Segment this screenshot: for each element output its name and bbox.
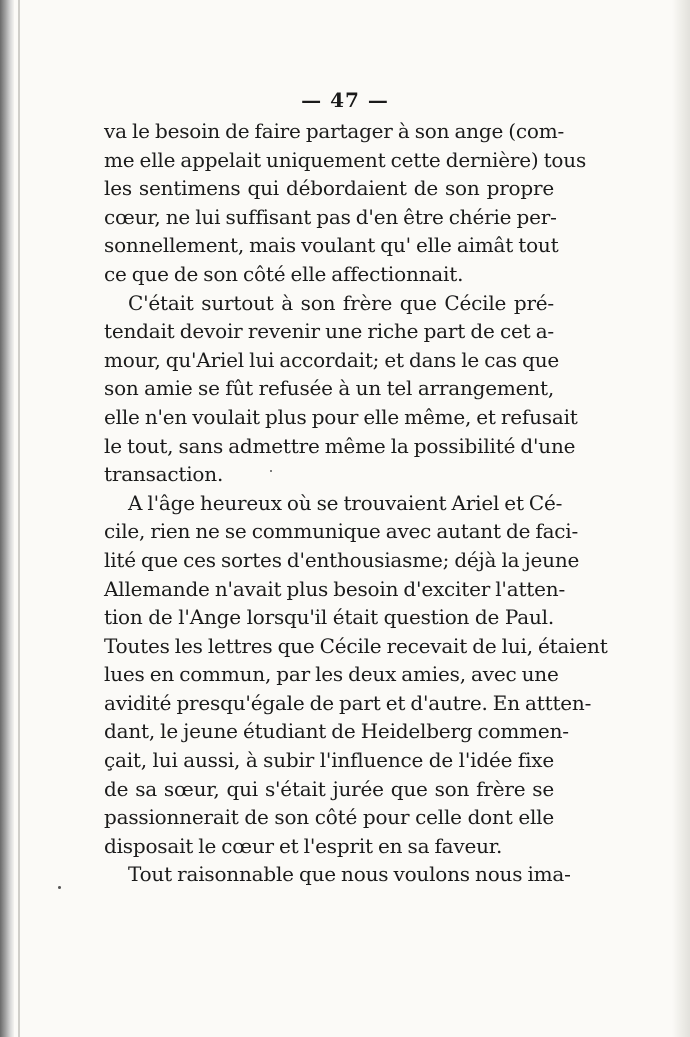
text-line: le tout, sans admettre même la possibilité d'une xyxy=(104,433,576,458)
text-line: lité que ces sortes d'enthousiasme; déjà la jeune xyxy=(104,547,580,572)
text-line: çait, lui aussi, à subir l'influence de l'idée fixe xyxy=(104,748,554,773)
page-edge xyxy=(672,0,690,1037)
text-line: dant, le jeune étudiant de Heidelberg commen- xyxy=(104,719,569,744)
body-text xyxy=(104,117,608,889)
text-line: cœur, ne lui suffisant pas d'en être chérie per- xyxy=(104,204,557,229)
text-line: de sa sœur, qui s'était jurée que son frère se xyxy=(104,776,554,801)
page-number: — 47 — xyxy=(301,88,389,112)
text-line: sonnellement, mais voulant qu' elle aimât tout xyxy=(104,233,559,258)
text-line: avidité presqu'égale de part et d'autre. En attten- xyxy=(104,690,592,715)
text-line: elle n'en voulait plus pour elle même, et refusait xyxy=(104,404,578,429)
text-line: ce que de son côté elle affectionnait. xyxy=(104,261,464,286)
text-line: tendait devoir revenir une riche part de cet a- xyxy=(104,319,554,344)
text-line: Toutes les lettres que Cécile recevait de lui, étaient xyxy=(104,633,608,658)
book-spine-shadow xyxy=(0,0,14,1037)
text-line: les sentimens qui débordaient de son propre xyxy=(104,176,554,201)
text-line: va le besoin de faire partager à son ange (com- xyxy=(104,119,565,143)
text-line: me elle appelait uniquement cette dernière) tous xyxy=(104,147,587,172)
gutter-line xyxy=(18,0,20,1037)
ink-speck xyxy=(58,886,61,889)
text-line: A l'âge heureux où se trouvaient Ariel et Cé- xyxy=(128,490,563,515)
text-line: son amie se fût refusée à un tel arrangement, xyxy=(104,376,554,401)
text-line: Tout raisonnable que nous voulons nous ima- xyxy=(128,862,571,887)
text-line: disposait le cœur et l'esprit en sa faveur. xyxy=(104,833,503,858)
text-line: C'était surtout à son frère que Cécile pré- xyxy=(128,290,554,315)
text-line: passionnerait de son côté pour celle dont elle xyxy=(104,805,554,830)
text-line: transaction. xyxy=(104,462,224,487)
ink-speck xyxy=(270,470,272,472)
text-line: tion de l'Ange lorsqu'il était question de Paul. xyxy=(104,605,554,630)
text-line: cile, rien ne se communique avec autant de faci- xyxy=(104,519,579,544)
text-line: Allemande n'avait plus besoin d'exciter l'atten- xyxy=(104,576,566,601)
text-line: mour, qu'Ariel lui accordait; et dans le cas que xyxy=(104,347,560,372)
text-line: lues en commun, par les deux amies, avec une xyxy=(104,662,559,687)
